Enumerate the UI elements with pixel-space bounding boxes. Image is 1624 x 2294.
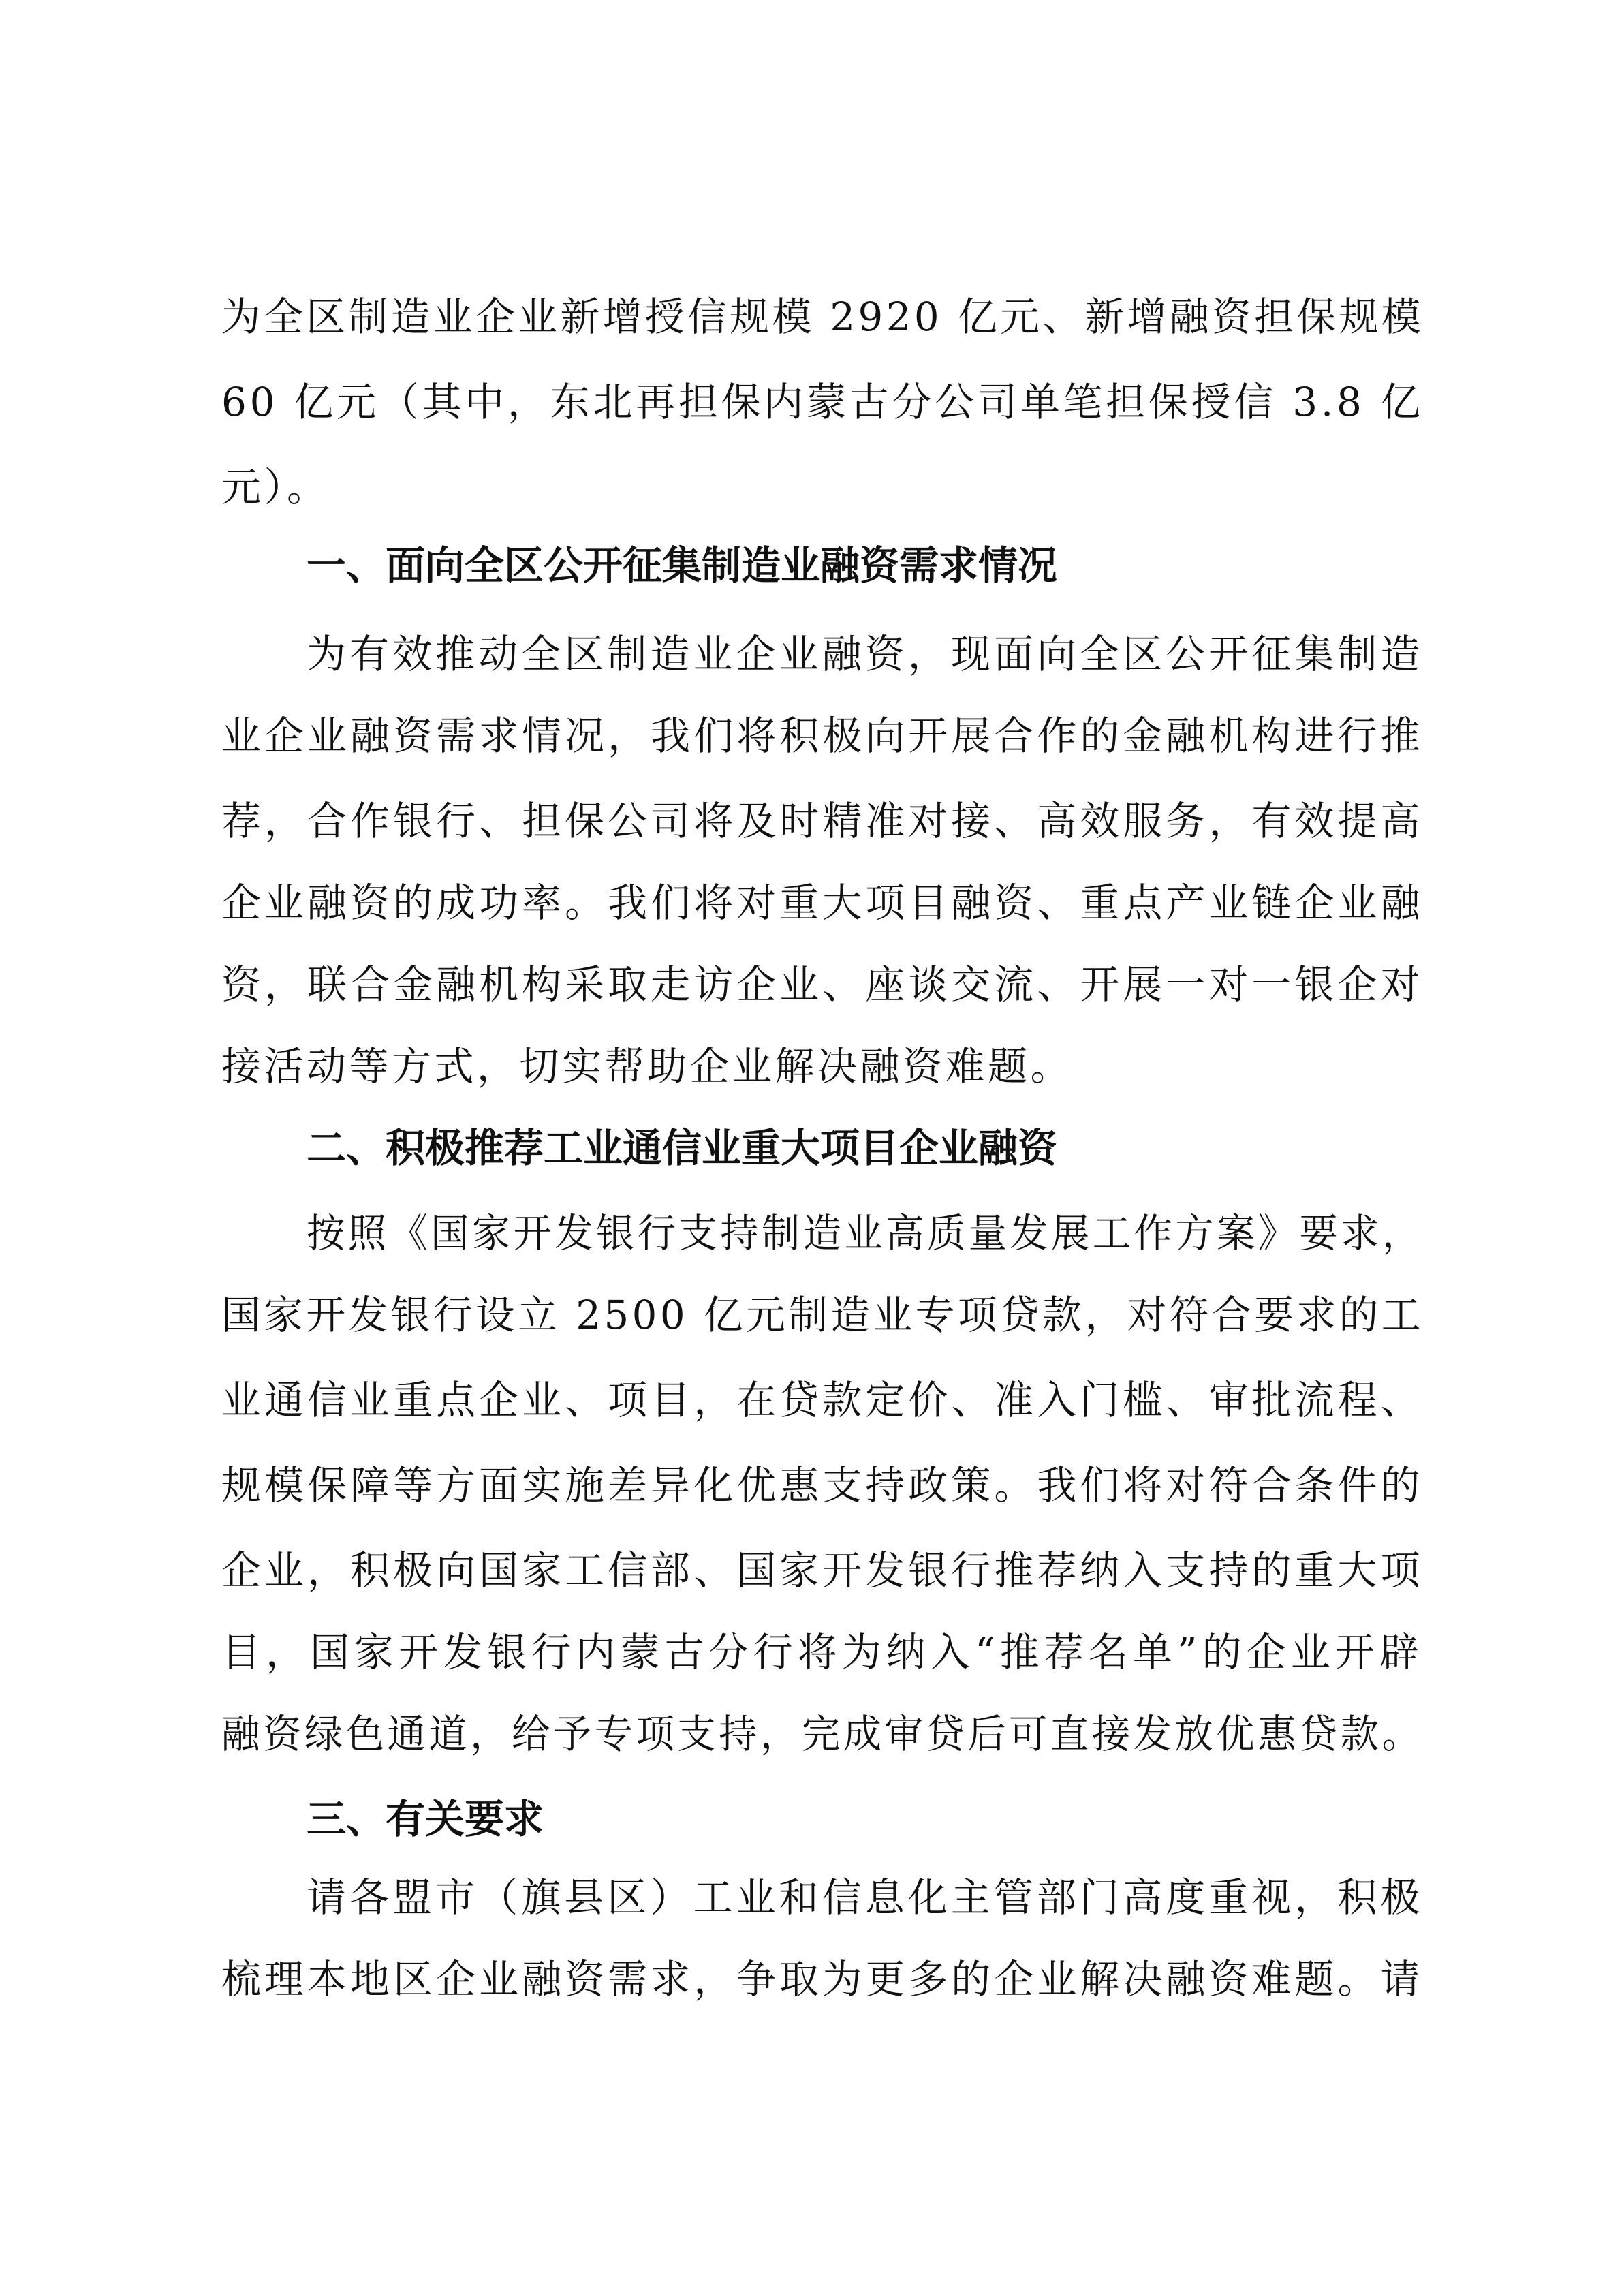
text-span: 规模保障等方面实施差异化优惠支持政策。我们将对符合条件的 [221,1462,1424,1508]
body-line [307,630,1424,678]
body-line [221,293,1430,341]
body-line [221,1291,1430,1339]
section-heading-2 [307,1124,1057,1172]
text-span: 企业，积极向国家工信部、国家开发银行推荐纳入支持的重大项 [221,1547,1424,1594]
text-span: 元）。 [221,464,330,510]
body-line [221,463,330,511]
text-span: 荐，合作银行、担保公司将及时精准对接、高效服务，有效提高 [221,798,1424,844]
text-span: 国家开发银行设立 2500 亿元制造业专项贷款，对符合要求的工 [221,1292,1424,1338]
text-span: 梳理本地区企业融资需求，争取为更多的企业解决融资难题。请 [221,1956,1424,2002]
text-span: 业通信业重点企业、项目，在贷款定价、准入门槛、审批流程、 [221,1377,1424,1423]
body-line [221,961,1424,1008]
section-heading-1 [307,542,1057,589]
body-line [221,1461,1424,1509]
text-span: 企业融资的成功率。我们将对重大项目融资、重点产业链企业融 [221,880,1424,926]
text-span: 业企业融资需求情况，我们将积极向开展合作的金融机构进行推 [221,713,1424,759]
body-line [221,1042,1073,1090]
text-span: 为全区制造业企业新增授信规模 2920 亿元、新增融资担保规模 [221,294,1424,340]
body-line [221,1710,1456,1758]
body-line [221,1955,1424,2003]
body-line [221,1628,1426,1676]
body-line [221,378,1424,426]
body-line [221,712,1424,760]
body-line [221,1376,1424,1424]
body-line [221,797,1424,845]
text-span: 二、积极推荐工业通信业重大项目企业融资 [307,1125,1058,1171]
text-span: 目，国家开发银行内蒙古分行将为纳入“推荐名单”的企业开辟 [221,1629,1424,1675]
text-span: 资，联合金融机构采取走访企业、座谈交流、开展一对一银企对 [221,961,1424,1008]
text-span: 请各盟市（旗县区）工业和信息化主管部门高度重视，积极 [307,1874,1424,1921]
text-span: 三、有关要求 [307,1796,544,1842]
text-span: 一、面向全区公开征集制造业融资需求情况 [307,542,1058,589]
body-line [221,1547,1424,1594]
text-span: 为有效推动全区制造业企业融资，现面向全区公开征集制造 [307,631,1424,677]
section-heading-3 [307,1795,544,1843]
text-span: 按照《国家开发银行支持制造业高质量发展工作方案》要求， [307,1210,1424,1256]
text-span: 接活动等方式，切实帮助企业解决融资难题。 [221,1043,1074,1089]
body-line [307,1874,1424,1921]
body-line [307,1209,1456,1257]
text-span: 60 亿元（其中，东北再担保内蒙古分公司单笔担保授信 3.8 亿 [221,379,1424,425]
text-span: 融资绿色通道，给予专项支持，完成审贷后可直接发放优惠贷款。 [221,1711,1424,1757]
body-line [221,879,1424,927]
